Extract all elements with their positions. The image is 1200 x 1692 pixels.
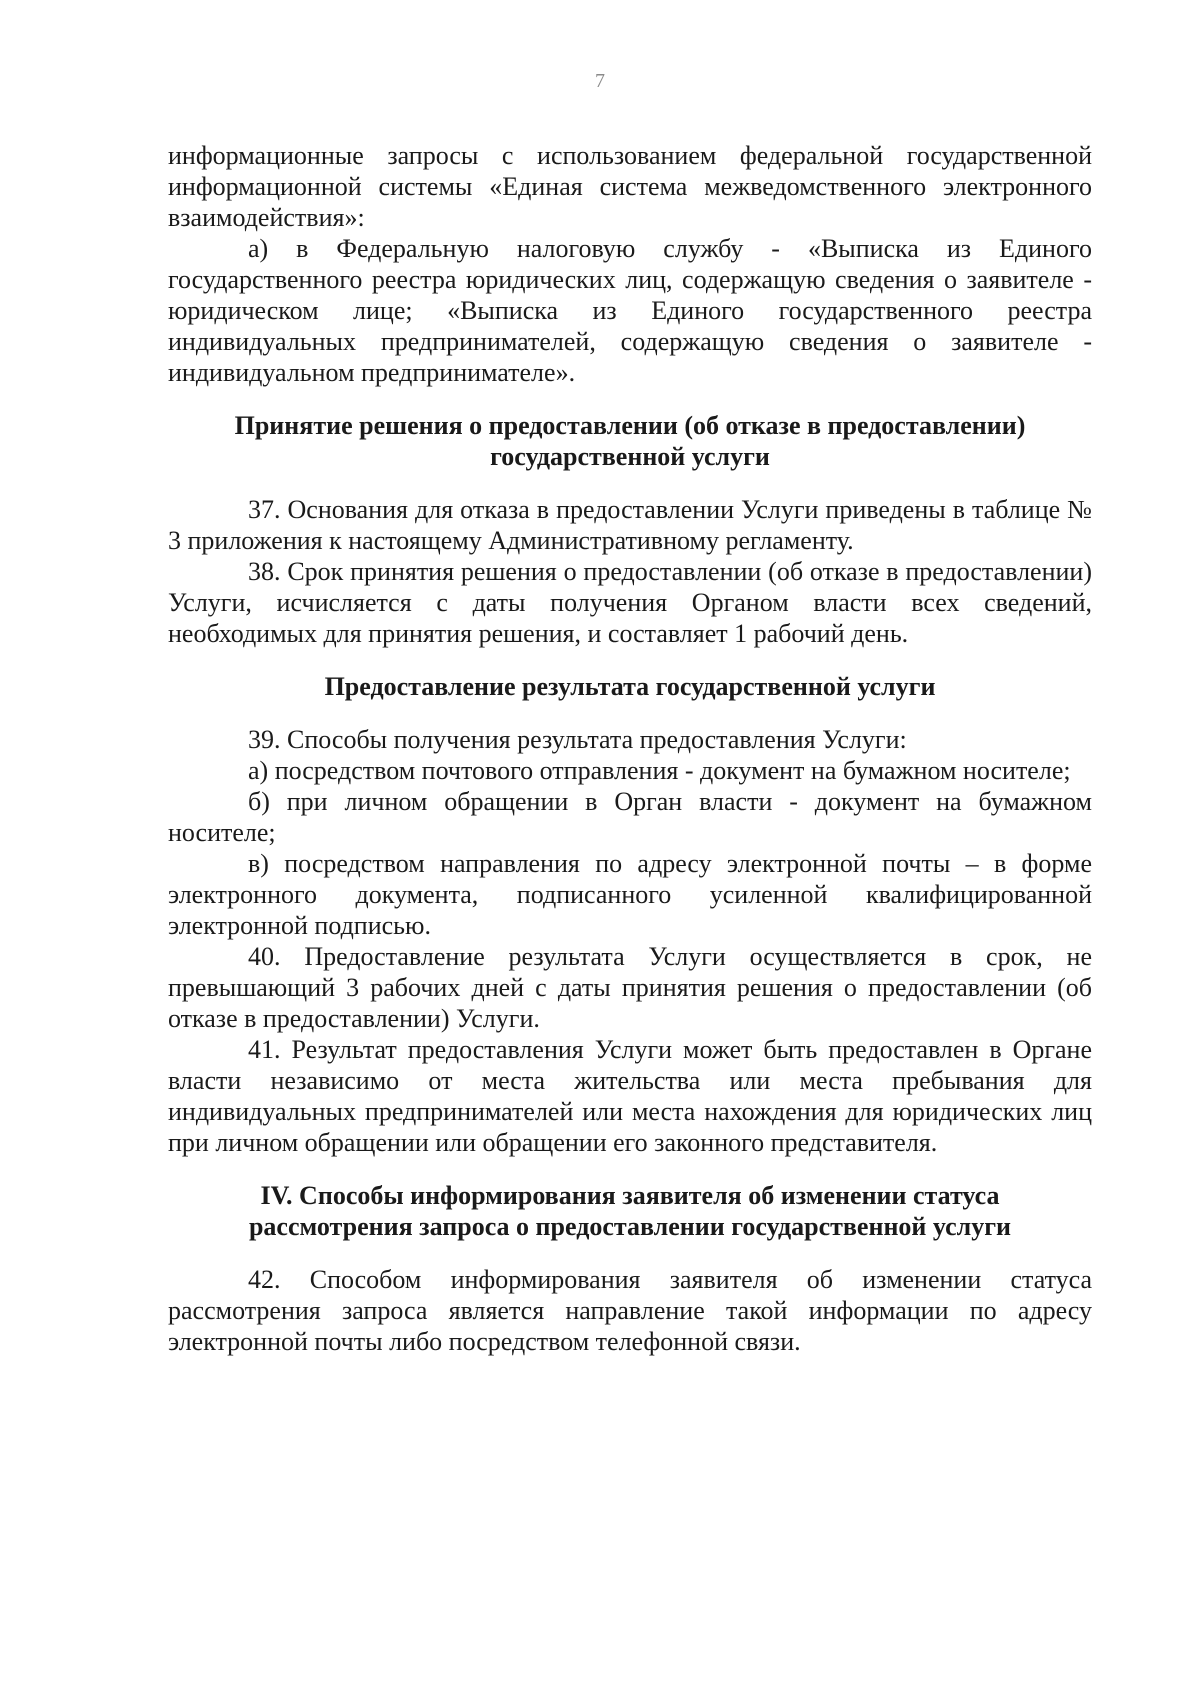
paragraph-42: 42. Способом информирования заявителя об изменении статуса рассмотрения запроса является направление такой информации по адресу электронной почты либо посредством телефонной связи. [168,1265,1092,1356]
paragraph-37: 37. Основания для отказа в предоставлении Услуги приведены в таблице № 3 приложения к настоящему Административному регламенту. [168,495,1092,555]
section-heading-decision-line1: Принятие решения о предоставлении (об отказе в предоставлении) [234,411,1026,440]
intro-paragraph: информационные запросы с использованием федеральной государственной информационной системы «Единая система межведомственного электронного взаимодействия»: [168,141,1092,232]
paragraph-41: 41. Результат предоставления Услуги может быть предоставлен в Органе власти независимо от места жительства или места пребывания для индивидуальных предпринимателей или места нахождения для юридических лиц при личном обращении или обращении его законного представителя. [168,1035,1092,1157]
intro-item-a: а) в Федеральную налоговую службу - «Выписка из Единого государственного реестра юридических лиц, содержащую сведения о заявителе - юридическом лице; «Выписка из Единого государственного реестра индивидуальных предпринимателей, содержащую сведения о заявителе - индивидуальном предпринимателе». [168,234,1092,387]
section-heading-result: Предоставление результата государственной услуги [324,672,936,701]
paragraph-39-b: б) при личном обращении в Орган власти - документ на бумажном носителе; [168,787,1092,847]
section-heading-iv-line1: IV. Способы информирования заявителя об изменении статуса [260,1181,1000,1210]
section-heading-iv-line2: рассмотрения запроса о предоставлении государственной услуги [248,1212,1012,1241]
document-body [168,140,1092,1357]
section-heading-decision-line2: государственной услуги [490,442,770,471]
paragraph-39: 39. Способы получения результата предоставления Услуги: [248,725,907,754]
section-heading-decision [168,410,1092,472]
paragraph-39-c: в) посредством направления по адресу электронной почты – в форме электронного документа, подписанного усиленной квалифицированной электронной подписью. [168,849,1092,940]
section-heading-iv [168,1180,1092,1242]
paragraph-39-a: а) посредством почтового отправления - документ на бумажном носителе; [248,756,1071,785]
paragraph-38: 38. Срок принятия решения о предоставлении (об отказе в предоставлении) Услуги, исчисляется с даты получения Органом власти всех сведений, необходимых для принятия решения, и составляет 1 рабочий день. [168,557,1092,648]
page-number: 7 [595,70,605,92]
paragraph-40: 40. Предоставление результата Услуги осуществляется в срок, не превышающий 3 рабочих дней с даты принятия решения о предоставлении (об отказе в предоставлении) Услуги. [168,942,1092,1033]
